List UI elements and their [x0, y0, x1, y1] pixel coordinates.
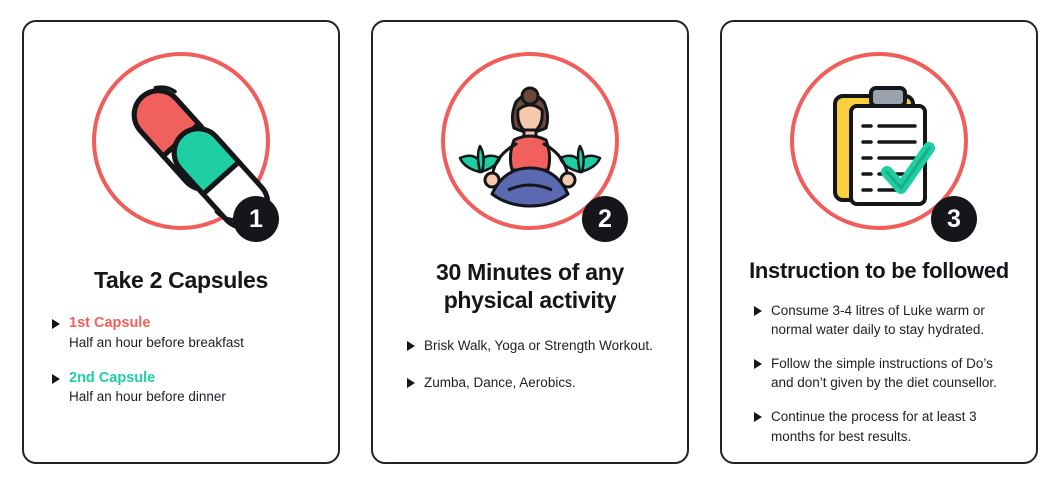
bullet-arrow-icon — [407, 341, 415, 351]
step-1-list — [42, 314, 320, 423]
bullet-arrow-icon — [754, 412, 762, 422]
step-card-3 — [720, 20, 1038, 464]
list-item — [52, 369, 314, 407]
step-number-badge: 3 — [931, 196, 977, 242]
bullet-arrow-icon — [52, 319, 60, 329]
step-3-title: Instruction to be followed — [749, 258, 1009, 283]
step-number-badge: 2 — [582, 196, 628, 242]
step-2-title: 30 Minutes of any physical activity — [436, 259, 624, 314]
bullet-arrow-icon — [754, 359, 762, 369]
list-item — [754, 407, 1008, 445]
step-3-icon-zone — [779, 44, 979, 244]
list-item-text: Brisk Walk, Yoga or Strength Workout. — [424, 338, 653, 354]
step-card-2 — [371, 20, 689, 464]
step-2-list — [391, 336, 669, 410]
list-item-text: Follow the simple instructions of Do’s and don’t given by the diet counsellor. — [771, 356, 997, 391]
bullet-arrow-icon — [407, 378, 415, 388]
step-3-list — [740, 301, 1018, 461]
step-number-badge: 1 — [233, 196, 279, 242]
step-1-icon-zone — [81, 44, 281, 244]
bullet-arrow-icon — [52, 374, 60, 384]
list-item-heading: 2nd Capsule — [69, 369, 156, 386]
list-item-text: Zumba, Dance, Aerobics. — [424, 375, 576, 391]
list-item-text: Continue the process for at least 3 months for best results. — [771, 409, 977, 444]
list-item — [754, 301, 1008, 339]
step-card-1 — [22, 20, 340, 464]
list-item — [754, 354, 1008, 392]
list-item-heading: 1st Capsule — [69, 315, 151, 332]
list-item — [407, 336, 663, 355]
step-1-title: Take 2 Capsules — [93, 267, 269, 293]
list-item-subtext: Half an hour before breakfast — [69, 334, 244, 350]
list-item-text: Consume 3-4 litres of Luke warm or normal water daily to stay hydrated. — [771, 302, 985, 337]
bullet-arrow-icon — [754, 306, 762, 316]
list-item — [407, 373, 663, 392]
list-item — [52, 314, 314, 352]
list-item-subtext: Half an hour before dinner — [69, 389, 226, 405]
step-2-icon-zone — [430, 44, 630, 244]
